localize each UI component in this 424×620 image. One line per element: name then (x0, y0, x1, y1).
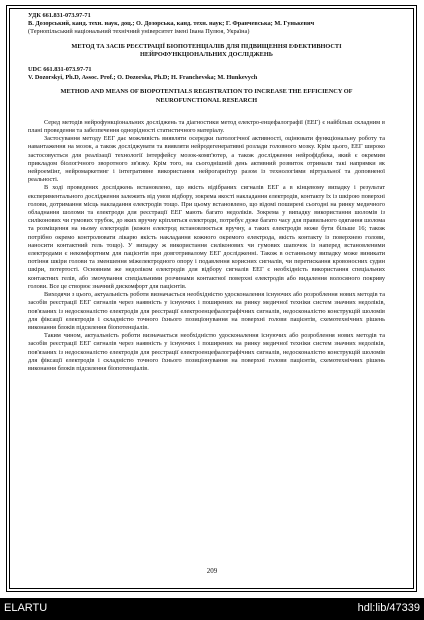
paragraph-2: Застосування методу ЕЕГ дає можливість виявляти осередки патологічної активності, оцінювати функціональну роботу та навантаження на мозок, а також досліджувати та виявляти нейродегенеративні розлади головного мозку. Крім цього, ЕЕГ широко застосовується для реалізації технології інтерфейсу мозок-комп'ютер, а також дослідження нейрофідбека, який є окремим прикладом біологічного зворотного зв'язку. Крім того, на сьогоднішній день активний розвиток отримали такі напрямки як нейроеміінг, нейромаркетинг і інтегративне використання нейрогарнітур разом із технологіями віртуальної та доповненої реальності. (28, 135, 385, 184)
udk-ua: УДК 661.831-073.97-71 (28, 12, 91, 19)
footer-bar (0, 598, 424, 620)
footer-right-label: hdl:lib/47339 (357, 602, 420, 614)
institution-ua: (Тернопільський національний технічний університет імені Івана Пулюя, Україна) (28, 28, 250, 36)
footer-left-label: ELARTU (4, 602, 48, 614)
page-number: 209 (206, 567, 218, 575)
paragraph-4: Виходячи з цього, актуальність роботи визначається необхідністю удосконалення існуючих або розроблення нових методів та засобів реєстрації ЕЕГ сигналів через наявність у існуючих і поширених на ринку медичної техніки систем значних недоліків, пов'язаних із недосконалістю електродів для реєстрації електроенцефалографічних сигналів, недосконалістю конструкцій шоломів для фіксації електродів і складністю точного їхнього позиціонування на поверхні голови пацієнтів, схемотехнічних рішень виконання блоків підсилення біопотенціалів. (28, 291, 385, 331)
authors-ua: В. Дозорський, канд. техн. наук, доц.; О. Дозорська, канд. техн. наук; Г. Франчевська; М. Гунькевич (28, 20, 315, 28)
paragraph-1: Серед методів нейрофункціональних досліджень та діагностики метод електро-енцефалографії (ЕЕГ) є найбільш складним в плані проведення та забезпечення однорідності статистичного матеріалу. (28, 118, 385, 135)
paper-content (28, 12, 385, 373)
paragraph-3: В ході проведених досліджень встановлено, що якість відібраних сигналів ЕЕГ а в кінцевому випадку і результат експериментального дослідження залежить від умов відбору, зокрема якості накладання електродів, контакту їх із шкірою поверхні голови, дотримання місць накладання електродів тощо. При цьому встановлено, що відомі поширені сьогодні на ринку медичного обладнання шоломи та електроди для реєстрації ЕЕГ мають багато недоліків. Зокрема у випадку використання шоломів із силіконових чи гумових трубок, до яких вручну кріпляться електроди, потребує дуже багато часу для правильного одягання шолома та розміщення на ньому електродів (кожен електрод встановлюється вручну, а таких електродів може бути більше 16; також потрібно окремо контролювати лікарю якість накладання кожного окремого електрода, якість контакту із поверхнею голови, наносити контактний гель тощо). У випадку ж використання силіконових чи гумових шапочок із наперед встановленими електродами є некомфортним для пацієнтів при довготривалому ЕЕГ дослідженні. Також в останньому випадку може виникати потіння шкіри голови та зменшення міжелектродного опору і подавлення корисних сигналів, чи перетискання кровоносних судин шкіри, потертості. Основним же недоліком електродів для відбору сигналів ЕЕГ є необхідність використання спеціальних контактних гелів, або змочування спеціальними розчинами контактної поверхні електродів або видалення волосяного покриву голови. Все це створює значний дискомфорт для пацієнтів. (28, 184, 385, 290)
authors-en: V. Dozorskyi, Ph.D, Assoc. Prof.; O. Dozorska, Ph.D; H. Franchevska; M. Hunkevych (28, 74, 258, 82)
title-en: METHOD AND MEANS OF BIOPOTENTIALS REGISTRATION TO INCREASE THE EFFICIENCY OF NEUROFUNCTIONAL RESEARCH (60, 88, 353, 104)
paragraph-5: Таким чином, актуальність роботи визначається необхідністю удосконалення існуючих або розроблення нових методів та засобів реєстрації ЕЕГ сигналів через наявність у існуючих і поширених на ринку медичної техніки систем значних недоліків, пов'язаних із недосконалістю електродів для реєстрації електроенцефалографічних сигналів, недосконалістю конструкцій шоломів для фіксації електродів і складністю точного їхнього позиціонування на поверхні голови пацієнтів, схемотехнічних рішень виконання блоків підсилення біопотенціалів. (28, 332, 385, 372)
title-ua: МЕТОД ТА ЗАСІБ РЕЄСТРАЦІЇ БІОПОТЕНЦІАЛІВ ДЛЯ ПІДВИЩЕННЯ ЕФЕКТИВНОСТІ НЕЙРОФУНКЦІОНАЛЬНИХ ДОСЛІДЖЕНЬ (71, 42, 342, 58)
udc-en: UDC 661.831-073.97-71 (28, 66, 92, 74)
